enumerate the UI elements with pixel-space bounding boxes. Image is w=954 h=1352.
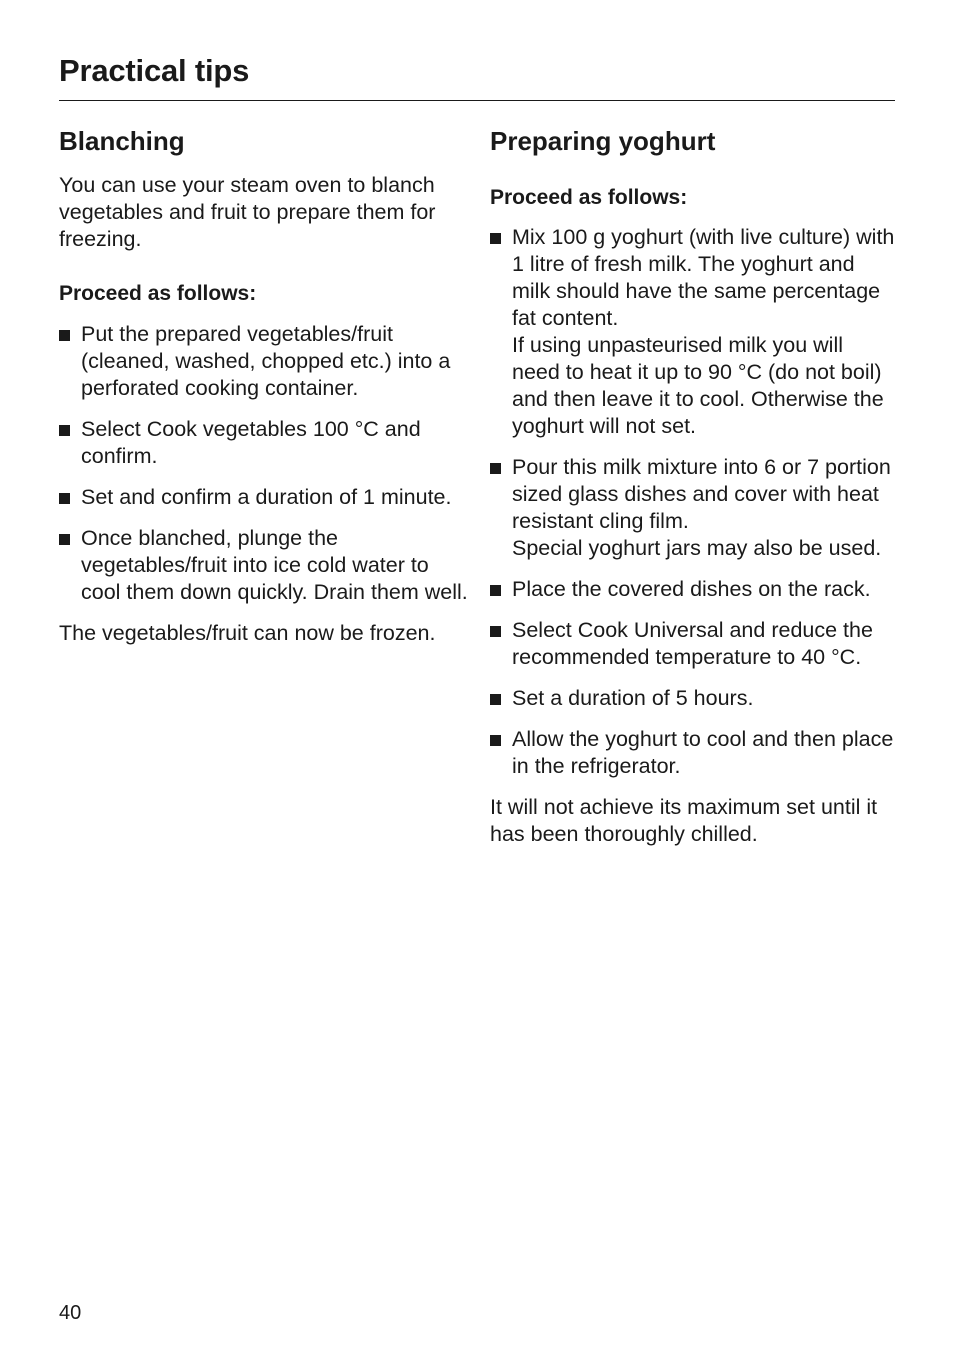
step-text: Select Cook vegetables 100 °C and confirm. [81,417,421,468]
step-text: Allow the yoghurt to cool and then place in the refrigerator. [512,727,894,778]
square-bullet-icon [59,330,70,341]
yoghurt-closing: It will not achieve its maximum set until it has been thoroughly chilled. [490,795,878,846]
yoghurt-steps [490,224,895,780]
square-bullet-icon [59,425,70,436]
square-bullet-icon [490,463,501,474]
yoghurt-step [490,576,895,603]
square-bullet-icon [490,585,501,596]
blanching-intro: You can use your steam oven to blanch vegetables and fruit to prepare them for freezing. [59,173,436,251]
step-text: Place the covered dishes on the rack. [512,577,871,601]
page-number: 40 [59,1302,82,1324]
step-text: Mix 100 g yoghurt (with live culture) with 1 litre of fresh milk. The yoghurt and milk should have the same percentage fat content. If using unpasteurised milk you will need to heat it up to 90 °C (do not boil) and then leave it to cool. Otherwise the yoghurt will not set. [512,225,895,438]
yoghurt-heading: Preparing yoghurt [490,126,716,156]
blanching-step [59,525,469,606]
yoghurt-step [490,617,895,671]
yoghurt-step [490,726,895,780]
step-text: Put the prepared vegetables/fruit (cleaned, washed, chopped etc.) into a perforated cooking container. [81,322,451,400]
blanching-proceed-label: Proceed as follows: [59,282,257,305]
step-text: Select Cook Universal and reduce the recommended temperature to 40 °C. [512,618,873,669]
blanching-step [59,416,469,470]
square-bullet-icon [59,534,70,545]
square-bullet-icon [59,493,70,504]
blanching-steps [59,321,469,606]
square-bullet-icon [490,694,501,705]
yoghurt-step [490,224,895,440]
title-divider [59,100,895,101]
step-text: Pour this milk mixture into 6 or 7 portion sized glass dishes and cover with heat resistant cling film. Special yoghurt jars may also be used. [512,455,891,560]
yoghurt-section [490,124,895,848]
square-bullet-icon [490,233,501,244]
step-text: Set a duration of 5 hours. [512,686,754,710]
blanching-heading: Blanching [59,126,185,156]
yoghurt-proceed-label: Proceed as follows: [490,186,688,209]
square-bullet-icon [490,735,501,746]
page-title: Practical tips [59,53,250,88]
yoghurt-step [490,685,895,712]
yoghurt-step [490,454,895,562]
blanching-step [59,321,469,402]
square-bullet-icon [490,626,501,637]
blanching-step [59,484,469,511]
blanching-closing: The vegetables/fruit can now be frozen. [59,621,436,645]
step-text: Once blanched, plunge the vegetables/fruit into ice cold water to cool them down quickly. Drain them well. [81,526,468,604]
blanching-section [59,124,469,647]
step-text: Set and confirm a duration of 1 minute. [81,485,452,509]
